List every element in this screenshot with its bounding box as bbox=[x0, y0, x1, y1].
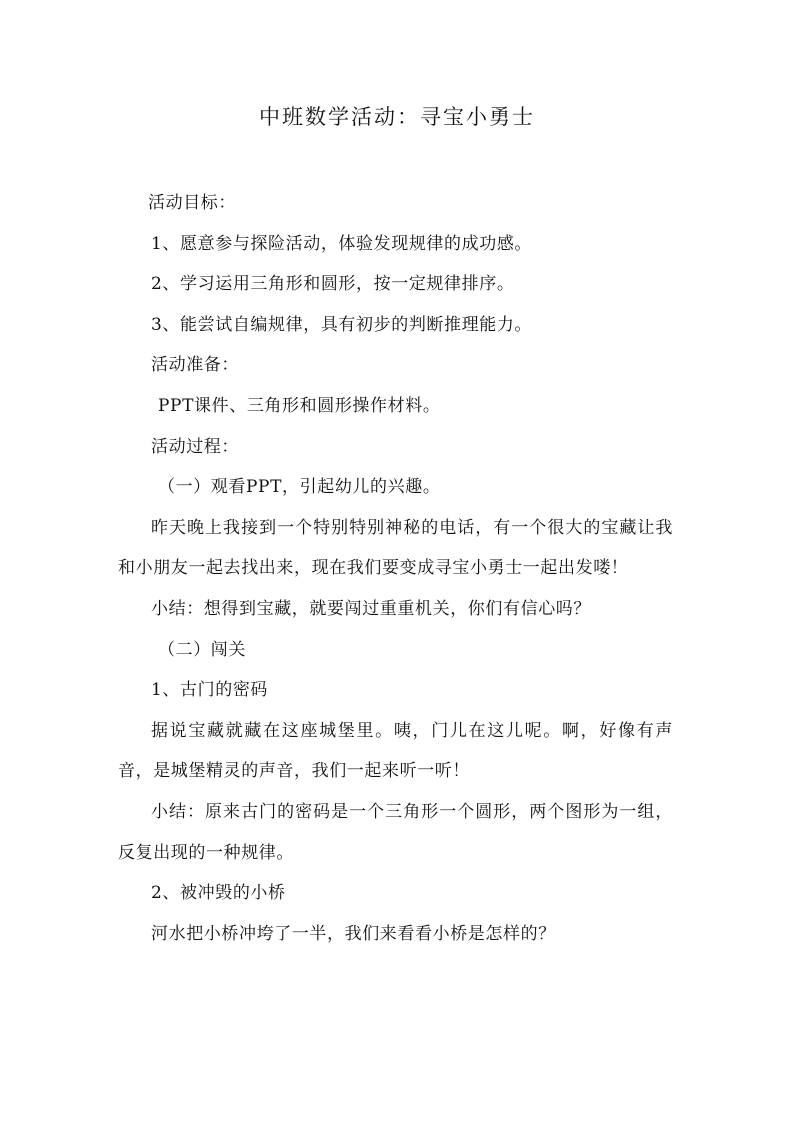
process-step-1-heading: （一）观看PPT，引起幼儿的兴趣。 bbox=[158, 477, 441, 498]
summary-paragraph: 小结：原来古门的密码是一个三角形一个圆形，两个图形为一组，反复出现的一种规律。 bbox=[118, 801, 673, 863]
document-body bbox=[118, 183, 673, 954]
preparation-text: PPT课件、三角形和圆形操作材料。 bbox=[158, 395, 441, 416]
goal-item-1: 1、愿意参与探险活动，体验发现规律的成功感。 bbox=[151, 233, 533, 254]
goal-item-2: 2、学习运用三角形和圆形，按一定规律排序。 bbox=[151, 274, 515, 295]
summary-paragraph: 小结：想得到宝藏，就要闯过重重机关，你们有信心吗？ bbox=[151, 598, 591, 619]
section-heading-process: 活动过程： bbox=[151, 436, 239, 457]
process-step-2-heading: （二）闯关 bbox=[158, 639, 246, 660]
section-heading-goals: 活动目标： bbox=[148, 193, 236, 213]
body-paragraph: 河水把小桥冲垮了一半，我们来看看小桥是怎样的？ bbox=[151, 923, 556, 944]
subsection-heading-2: 2、被冲毁的小桥 bbox=[151, 883, 286, 904]
body-paragraph: 昨天晚上我接到一个特别特别神秘的电话，有一个很大的宝藏让我和小朋友一起去找出来，现在我们要变成寻宝小勇士一起出发喽！ bbox=[118, 517, 673, 579]
goal-item-3: 3、能尝试自编规律，具有初步的判断推理能力。 bbox=[151, 314, 533, 335]
document-title: 中班数学活动：寻宝小勇士 bbox=[259, 105, 535, 129]
section-heading-preparation: 活动准备： bbox=[151, 355, 239, 376]
subsection-heading-1: 1、古门的密码 bbox=[151, 680, 269, 701]
body-paragraph: 据说宝藏就藏在这座城堡里。咦，门儿在这儿呢。啊，好像有声音，是城堡精灵的声音，我们一起来听一听！ bbox=[118, 720, 673, 782]
